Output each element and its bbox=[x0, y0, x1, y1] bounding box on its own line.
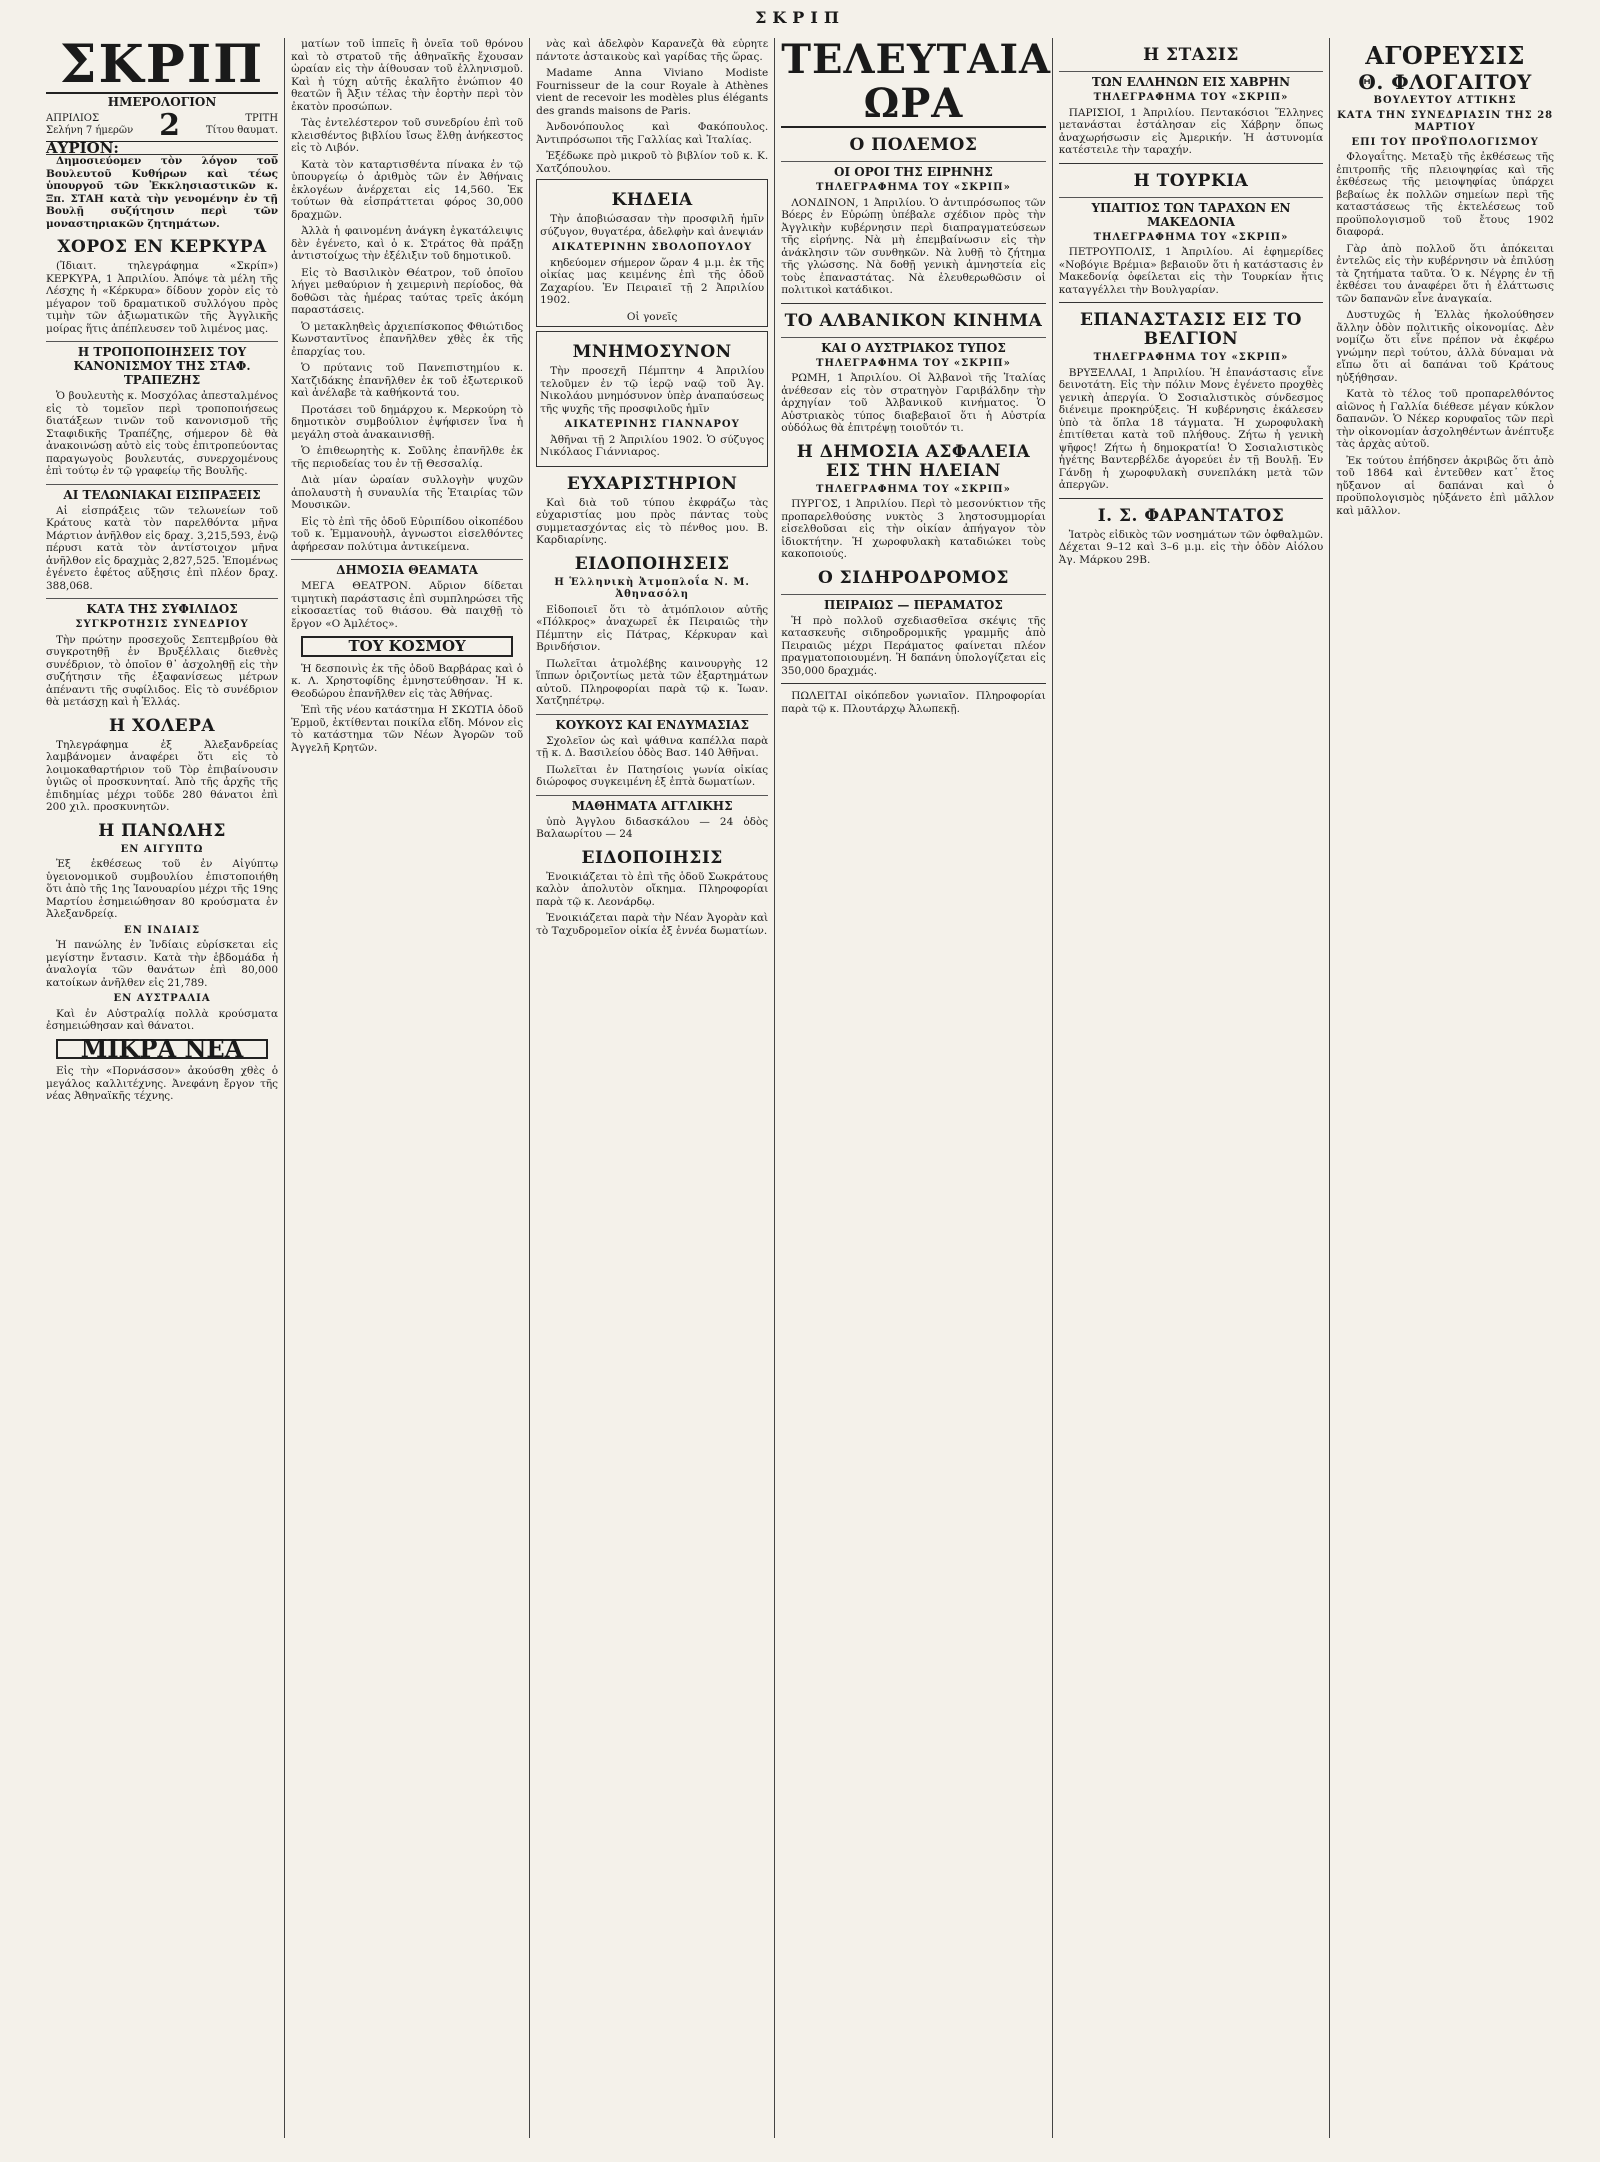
telegraph-albaniko: ΤΗΛΕΓΡΑΦΗΜΑ ΤΟΥ «ΣΚΡΙΠ» bbox=[816, 357, 1011, 369]
heading-asfaleia: Η ΔΗΜΟΣΙΑ ΑΣΦΑΛΕΙΑ ΕΙΣ ΤΗΝ ΗΛΕΙΑΝ bbox=[796, 441, 1031, 481]
text-asfaleia: ΠΥΡΓΟΣ, 1 Ἀπριλίου. Περὶ τὸ μεσονύκτιον τῆς προπαρελθούσης νυκτὸς 3 ληστοσυμμορίαι εἰσελθοῦσαι εἰς τὴν οἰκίαν ἀπήγαγον τὸν ἰδιοκτήτην. Ἡ χωροφυλακὴ καταδιώκει τοὺς κακοποιούς. bbox=[781, 498, 1046, 560]
text-kideia: Τὴν ἀποβιώσασαν τὴν προσφιλῆ ἡμῖν σύζυγον, θυγατέρα, ἀδελφὴν καὶ ἀνεψιάν bbox=[540, 213, 765, 238]
newspaper-page bbox=[40, 8, 1560, 2148]
heading-tropopoiiseis: Η ΤΡΟΠΟΠΟΙΗΣΕΙΣ ΤΟΥ ΚΑΝΟΝΙΣΜΟΥ ΤΗΣ ΣΤΑΦ. ΤΡΑΠΕΖΗΣ bbox=[46, 341, 278, 387]
heading-kideia: ΚΗΔΕΙΑ bbox=[611, 190, 693, 210]
heading-mathimata: ΜΑΘΗΜΑΤΑ ΑΓΓΛΙΚΗΣ bbox=[536, 795, 768, 813]
heading-indiai: ΕΝ ΙΝΔΙΑΙΣ bbox=[124, 924, 201, 936]
heading-syfilis-sub: ΣΥΓΚΡΟΤΗΣΙΣ ΣΥΝΕΔΡΙΟΥ bbox=[75, 619, 249, 630]
heading-epanastasis: ΕΠΑΝΑΣΤΑΣΙΣ ΕΙΣ ΤΟ ΒΕΛΓΙΟΝ bbox=[1079, 310, 1302, 349]
text-koukoi: Σχολεῖον ὡς καὶ ψάθινα καπέλλα παρὰ τῇ κ. Δ. Βασιλείου ὁδὸς Βασ. 140 Ἀθῆναι. bbox=[536, 734, 769, 759]
text-xoros: (Ἰδιαιτ. τηλεγράφημα «Σκρίπ») ΚΕΡΚΥΡΑ, 1 Ἀπριλίου. Ἀπόψε τὰ μέλη τῆς Λέσχης ἡ «Κέρκυρα» δίδουν χορὸν εἰς τὸ μέγαρον τοῦ δραματικοῦ συλλόγου πρὸς τιμὴν τῶν ἀξιωματικῶν τῆς Ἀγγλικῆς μοίρας ἥτις ἀπέπλευσεν τοῦ λιμένος μας. bbox=[46, 260, 279, 335]
text-c3-5: Πωλεῖται ἀτμολέβης καινουργὴς 12 ἵππων ὁριζοντίως μετὰ τῶν ἐξαρτημάτων αὐτοῦ. Πληροφορίαι παρὰ τῷ κ. Ἰωαν. Χατζηπέτρῳ. bbox=[536, 657, 769, 707]
text-xolera: Τηλεγράφημα ἐξ Ἀλεξανδρείας λαμβάνομεν ἀναφέρει ὅτι εἰς τὸ λοιμοκαθαρτήριον τοῦ Τὸρ ἐπιβαίνουσιν ὑγιῶς οἱ προσκυνηταί. Ἀπὸ τῆς ἀρχῆς τῆς ἐπιδημίας μέχρι τοῦδε 280 θάνατοι ἐπὶ 200 χιλ. προσκυνητῶν. bbox=[46, 738, 279, 813]
kideia-sign: Οἱ γονεῖς bbox=[626, 310, 678, 323]
heading-tourkia-sub: ΥΠΑΙΤΙΟΣ ΤΩΝ ΤΑΡΑΧΩΝ ΕΝ ΜΑΚΕΔΟΝΙΑ bbox=[1059, 197, 1324, 229]
heading-kosmou: ΤΟΥ ΚΟΣΜΟΥ bbox=[301, 636, 513, 657]
heading-proypologismos: ΕΠΙ ΤΟΥ ΠΡΟΫΠΟΛΟΓΙΣΜΟΥ bbox=[1351, 136, 1539, 148]
heading-mnimosynon: ΜΝΗΜΟΣΥΝΟΝ bbox=[572, 342, 732, 362]
text-c2-6: Ὁ μετακληθεὶς ἀρχιεπίσκοπος Φθιώτιδος Κωνσταντῖνος ἐπανῆλθεν χθὲς ἐκ τῆς ἐπαρχίας του. bbox=[291, 320, 524, 358]
heading-mikra-nea: ΜΙΚΡΑ ΝΕΑ bbox=[56, 1039, 268, 1060]
telegraph-asfaleia: ΤΗΛΕΓΡΑΦΗΜΑ ΤΟΥ «ΣΚΡΙΠ» bbox=[816, 483, 1011, 495]
heading-albaniko-sub: ΚΑΙ Ο ΑΥΣΤΡΙΑΚΟΣ ΤΥΠΟΣ bbox=[781, 337, 1046, 355]
text-tropopoiiseis: Ὁ βουλευτὴς κ. Μοσχόλας ἀπεσταλμένος εἰς τὸ τομεῖον περὶ τροποποιήσεως διατάξεων τινῶν τοῦ κανονισμοῦ τῆς Σταφιδικῆς Τραπέζης, σήμερον δὲ θὰ ἀνακοινώσῃ αὐτὸ εἰς τοὺς ἐπιτροπεύοντας παραγωγοὺς βουλευτάς, συνερχομένους ἐπὶ τούτῳ ἐν τῷ γραφείῳ τῆς Βουλῆς. bbox=[46, 390, 279, 477]
text-telonia: Αἱ εἰσπράξεις τῶν τελωνείων τοῦ Κράτους κατὰ τὸν παρελθόντα μῆνα Μάρτιον ἀνῆλθον εἰς δραχ. 3,215,593, ἐνῷ πέρυσι κατὰ τὸν ἀντίστοιχον μῆνα ἀνῆλθον εἰς δραχμὰς 2,827,525. Ἐπομένως ἐγένετο ἐφέτος αὔξησις ἐπὶ πλέον δραχ. 388,068. bbox=[46, 504, 279, 592]
heading-telonia: ΑΙ ΤΕΛΩΝΙΑΚΑΙ ΕΙΣΠΡΑΞΕΙΣ bbox=[46, 484, 278, 502]
heading-eidopoiiseis-2: ΕΙΔΟΠΟΙΗΣΙΣ bbox=[581, 847, 723, 868]
box-kideia bbox=[536, 179, 768, 327]
text-c2-2: Τὰς ἐντελέστερον τοῦ συνεδρίου ἐπὶ τοῦ κλεισθέντος βιβλίου ἴσως ἔλθῃ ἀνήκεστος εἰς τὸ Λιβόν. bbox=[291, 117, 524, 154]
text-sidirodromos: Ἡ πρὸ πολλοῦ σχεδιασθεῖσα σκέψις τῆς κατασκευῆς σιδηροδρομικῆς γραμμῆς ἀπὸ Πειραιῶς μέχρι Περάματος φαίνεται πλέον πραγματοποιουμένη. Ἡ δαπάνη ὑπολογίζεται εἰς 350,000 δραχμάς. bbox=[781, 614, 1046, 677]
text-mikra-nea: Εἰς τὴν «Πορνάσσον» ἀκούσθη χθὲς ὁ μεγάλος καλλιτέχνης. Ἀνεφάνη ἔργον τῆς νέας Ἀθηναϊκῆς τέχνης. bbox=[46, 1065, 279, 1102]
date-note-left: Σελήνη 7 ήμερῶν bbox=[46, 125, 134, 136]
text-c2-12: Ἐπὶ τῆς νέου κατάστημα Η ΣΚΩΤΙΑ ὁδοῦ Ἑρμοῦ, ἐκτίθενται ποικίλα εἴδη. Μόνον εἰς τὸ κατάστημα τῶν Νέων Ἀγορῶν τοῦ Ἀγγελῆ Κρητῶν. bbox=[291, 704, 524, 754]
heading-theamata: ΔΗΜΟΣΙΑ ΘΕΑΜΑΤΑ bbox=[291, 559, 523, 577]
column-5 bbox=[1053, 38, 1331, 2138]
text-c2-10: Διὰ μίαν ὡραίαν συλλογὴν ψυχῶν ἀπολαυστὴ ἡ συναυλία τῆς Ἑταιρίας τῶν Μουσικῶν. bbox=[291, 474, 524, 511]
heading-synedriasi: ΚΑΤΑ ΤΗΝ ΣΥΝΕΔΡΙΑΣΙΝ ΤΗΣ 28 ΜΑΡΤΙΟΥ bbox=[1337, 109, 1554, 133]
mnimosynon-name: ΑΙΚΑΤΕΡΙΝΗΣ ΓΙΑΝΝΑΡΟΥ bbox=[564, 419, 740, 430]
heading-stasis-sub: ΤΩΝ ΕΛΛΗΝΩΝ ΕΙΣ ΧΑΒΡΗΝ bbox=[1059, 71, 1324, 89]
column-6 bbox=[1330, 38, 1560, 2138]
text-mnimosynon: Τὴν προσεχῆ Πέμπτην 4 Ἀπριλίου τελοῦμεν ἐν τῷ ἱερῷ ναῷ τοῦ Ἁγ. Νικολάου μνημόσυνον ὑπὲρ ἀναπαύσεως τῆς ψυχῆς τῆς προσφιλοῦς ἡμῖν bbox=[540, 365, 765, 415]
paper-title: ΣΚΡΙΠ bbox=[46, 38, 278, 94]
text-c3-4: Ἐξέδωκε πρὸ μικροῦ τὸ βιβλίον τοῦ κ. Κ. Χατζόπουλου. bbox=[536, 150, 769, 175]
columns bbox=[40, 38, 1560, 2138]
date-number: 2 bbox=[159, 107, 180, 143]
text-c3-7: Ἐνοικιάζεται παρὰ τὴν Νέαν Ἀγορὰν καὶ τὸ Ταχυδρομεῖον οἰκία ἐξ ἐννέα δωματίων. bbox=[536, 912, 769, 937]
atrion-heading: ΑΥΡΙΟΝ: bbox=[46, 142, 278, 156]
divider bbox=[781, 303, 1046, 304]
text-c3-3: Ἀνδονόπουλος καὶ Φακόπουλος. Ἀντιπρόσωποι τῆς Γαλλίας καὶ Ἰταλίας. bbox=[536, 121, 769, 146]
telegraph-stasis: ΤΗΛΕΓΡΑΦΗΜΑ ΤΟΥ «ΣΚΡΙΠ» bbox=[1093, 92, 1289, 103]
divider bbox=[1059, 302, 1324, 303]
telegraph-tourkia: ΤΗΛΕΓΡΑΦΗΜΑ ΤΟΥ «ΣΚΡΙΠ» bbox=[1093, 231, 1289, 243]
column-1 bbox=[40, 38, 285, 2138]
text-c3-2: Madame Anna Viviano Modiste Fournisseur de la cour Royale à Athènes vient de recevoir les modèles plus élégants des grands maisons de Paris. bbox=[536, 67, 769, 117]
text-c2-9: Ὁ ἐπιθεωρητὴς κ. Σοῦλης ἐπανῆλθε ἐκ τῆς περιοδείας του ἐν τῇ Θεσσαλίᾳ. bbox=[291, 445, 524, 470]
text-c6-3: Δυστυχῶς ἡ Ἑλλὰς ἠκολούθησεν ἄλλην ὁδὸν πολιτικῆς οἰκονομίας. Δὲν νομίζω ὅτι εἶνε πρέπον νὰ ἐκφέρω γνώμην περὶ τούτου, ἀλλὰ δύναμαι νὰ εἴπω ὅτι αἱ δαπάναι τοῦ Κράτους ηὐξήθησαν. bbox=[1336, 309, 1554, 384]
column-4 bbox=[775, 38, 1053, 2138]
text-eidopoiiseis-2: Ἐνοικιάζεται τὸ ἐπὶ τῆς ὁδοῦ Σωκράτους καλὸν ἀπολυτὸν οἴκημα. Πληροφορίαι παρὰ τῷ κ. Λεονάρδῳ. bbox=[536, 870, 769, 908]
heading-sidirodromos: Ο ΣΙΔΗΡΟΔΡΟΜΟΣ bbox=[817, 567, 1009, 588]
heading-xoros: ΧΟΡΟΣ ΕΝ ΚΕΡΚΥΡΑ bbox=[57, 237, 267, 257]
heading-albaniko: ΤΟ ΑΛΒΑΝΙΚΟΝ ΚΙΝΗΜΑ bbox=[784, 310, 1043, 331]
text-panolis: Ἐξ ἐκθέσεως τοῦ ἐν Αἰγύπτῳ ὑγειονομικοῦ συμβουλίου ἐπιστοποιήθη ὅτι ἀπὸ τῆς 1ης Ἰανουαρίου μέχρι τῆς 19ης Μαρτίου ἐσημειώθησαν 80 κρούσματα ἐν Ἀλεξανδρείᾳ. bbox=[46, 858, 279, 920]
text-kideia-2: κηδεύομεν σήμερον ὥραν 4 μ.μ. ἐκ τῆς οἰκίας μας κειμένης ἐπὶ τῆς ὁδοῦ Ζαχαρίου. Ἐν Πειραιεῖ τῇ 2 Ἀπριλίου 1902. bbox=[540, 256, 765, 306]
text-epanastasis: ΒΡΥΞΕΛΛΑΙ, 1 Ἀπριλίου. Ἡ ἐπανάστασις εἶνε δεινοτάτη. Εἰς τὴν πόλιν Μονς ἐγένετο προχθὲς γενικὴ ἀπεργία. Ὁ Σοσιαλιστικὸς σύνδεσμος διένειμε προκηρύξεις. Ἡ κυβέρνησις ἐκάλεσεν ὑπὸ τὰ ὅπλα 18 τάγματα. Ἡ χωροφυλακὴ ἐπιτίθεται κατὰ τοῦ πλήθους. Ζήτω ἡ γενικὴ ψῆφος! Ζήτω ἡ δημοκρατία! Ὁ Σοσιαλιστικὸς ἡγέτης Βαντερβέλδε ἀγορεύει ἐν τῇ Βουλῇ. Ἐν Γάνδῃ ἡ χωροφυλακὴ συνεπλάκη μετὰ τῶν ἀπεργῶν. bbox=[1058, 366, 1324, 491]
text-c6-5: Ἐκ τούτου ἐπήδησεν ἀκριβῶς ὅτι ἀπὸ τοῦ 1864 καὶ ἐντεῦθεν κατ᾽ ἔτος ηὔξανον αἱ δαπάναι καὶ ὁ προϋπολογισμὸς ηὐξάνετο ἐπὶ μᾶλλον καὶ μᾶλλον. bbox=[1336, 454, 1554, 517]
date-note-right: Τίτου θαυματ. bbox=[205, 125, 279, 136]
date-weekday: ΤΡΙΤΗ bbox=[245, 112, 279, 124]
text-c2-11: Εἰς τὸ ἐπὶ τῆς ὁδοῦ Εὐριπίδου οἰκοπέδου τοῦ κ. Ἐμμανουὴλ, ἀγνωστοι εἰσελθόντες ἀφήρεσαν πολύτιμα ἀντικείμενα. bbox=[291, 515, 524, 553]
text-c2-1: ματίων τοῦ ἱππεῖς ἢ ὀνεῖα τοῦ θρόνου καὶ τὸ στρατοῦ τῆς ἀθηναϊκῆς ἔχουσαν ὡραίαν εἰς τὴν ἀίθουσαν τοῦ ἐλληνισμοῦ. Καὶ ἡ τύχη αὐτῆς ἐκαλῆτο ἐνώπιον 40 θεατῶν ἢ Ἀξιν τέλας τὴν ἑορτὴν περὶ τὸν ἐκατὸν προσώπων. bbox=[291, 38, 524, 113]
text-syfilis: Τὴν πρώτην προσεχοῦς Σεπτεμβρίου θὰ συγκροτηθῇ ἐν Βρυξέλλαις διεθνὲς συνέδριον, τὸ ὁποῖον θ᾽ ἀσχοληθῇ εἰς τὴν συζήτησιν τῆς ἐξαφανίσεως μέτρων ἀπέναντι τῆς συφίλιδος. Εἰς τὸ συνέδριον θὰ μετάσχῃ καὶ ἡ Ἑλλάς. bbox=[46, 633, 279, 708]
heading-agoreysis: ΑΓΟΡΕΥΣΙΣ bbox=[1365, 41, 1525, 70]
telegraph-epanastasis: ΤΗΛΕΓΡΑΦΗΜΑ ΤΟΥ «ΣΚΡΙΠ» bbox=[1093, 352, 1289, 363]
paper-subtitle: ΗΜΕΡΟΛΟΓΙΟΝ bbox=[107, 95, 217, 109]
eidopoiiseis-title: Η Ἑλληνικὴ Ἀτμοπλοΐα Ν. Μ. Ἀθηνασόλη bbox=[554, 576, 750, 600]
heading-role: ΒΟΥΛΕΥΤΟΥ ΑΤΤΙΚΗΣ bbox=[1373, 95, 1517, 106]
top-strip: ΣΚΡΙΠ bbox=[755, 8, 845, 27]
text-mnimosynon-2: Ἀθῆναι τῇ 2 Ἀπριλίου 1902. Ὁ σύζυγος Νικόλαος Γιάννιαρος. bbox=[540, 433, 765, 458]
text-indiai: Ἡ πανώλης ἐν Ἰνδίαις εὑρίσκεται εἰς μεγίστην ἔντασιν. Κατὰ τὴν ἑβδομάδα ἡ ἀναλογία τῶν θανάτων ἐπὶ 80,000 κατοίκων ἀνῆλθεν εἰς 21,789. bbox=[46, 939, 279, 989]
text-c3-6: Πωλεῖται ἐν Πατησίοις γωνία οἰκίας διώροφος συγκειμένη ἐξ ἐπτὰ δωματίων. bbox=[536, 763, 769, 788]
column-3 bbox=[530, 38, 775, 2138]
text-c6-1: Φλογαΐτης. Μεταξὺ τῆς ἐκθέσεως τῆς ἐπιτροπῆς τῆς πλειοψηφίας καὶ τῆς ἐκθέσεως τῆς μειοψηφίας ὑπάρχει βεβαίως ἐκ πολλῶν σημείων περὶ τῆς καταστάσεως τῆς ἐκτελέσεως τοῦ προϋπολογισμοῦ τοῦ ἔτους 1902 διαφορά. bbox=[1336, 151, 1554, 238]
text-c2-4: Ἀλλὰ ἡ φαινομένη ἀνάγκη ἐγκατάλειψις δὲν ἐγένετο, καὶ ὁ κ. Στράτος θὰ πράξῃ ἀντιστοίχως τὴν ἐξέλιξιν τοῦ δημοτικοῦ. bbox=[291, 225, 524, 262]
heading-polemos-sub: ΟΙ ΟΡΟΙ ΤΗΣ ΕΙΡΗΝΗΣ bbox=[781, 161, 1046, 179]
divider bbox=[1059, 498, 1324, 499]
text-c2-8: Προτάσει τοῦ δημάρχου κ. Μερκούρη τὸ δημοτικὸν συμβούλιον ἐψήφισεν ἵνα ἡ μεγάλη στοὰ ἀνακαινισθῇ. bbox=[291, 403, 524, 441]
divider bbox=[781, 683, 1046, 684]
heading-panolis-sub: ΕΝ ΑΙΓΥΠΤΩ bbox=[120, 843, 204, 855]
heading-stasis: Η ΣΤΑΣΙΣ bbox=[1143, 45, 1239, 65]
text-farantatos: Ἰατρὸς εἰδικὸς τῶν νοσημάτων τῶν ὀφθαλμῶν. Δέχεται 9–12 καὶ 3–6 μ.μ. εἰς τὴν ὁδὸν Αἰόλου Ἁγ. Μάρκου 29Β. bbox=[1058, 528, 1324, 566]
text-theamata: ΜΕΓΑ ΘΕΑΤΡΟΝ. Αὔριον δίδεται τιμητικὴ παράστασις ἐπὶ συμπληρώσει τῆς εἰκοσαετίας τοῦ θιάσου. Θὰ παιχθῇ τὸ ἔργον «Ο Ἀμλέτος». bbox=[291, 580, 524, 630]
date-month: ΑΠΡΙΛΙΟΣ bbox=[46, 112, 100, 124]
heading-syfilis: ΚΑΤΑ ΤΗΣ ΣΥΦΙΛΙΔΟΣ bbox=[46, 598, 278, 616]
text-c2-3: Κατὰ τὸν καταρτισθέντα πίνακα ἐν τῷ ὑπουργείῳ ὁ ἀριθμὸς τῶν ἐν Ἀθήναις ἐκλογέων ἀνέρχεται εἰς 14,560. Ἐκ τούτων θὰ εἰσπράττεται φόρος 30,000 δραχμῶν. bbox=[291, 158, 524, 221]
box-mnimosynon bbox=[536, 331, 768, 467]
telegraph-polemos: ΤΗΛΕΓΡΑΦΗΜΑ ΤΟΥ «ΣΚΡΙΠ» bbox=[816, 182, 1011, 193]
text-eidopoiiseis: Εἰδοποιεῖ ὅτι τὸ ἀτμόπλοιον αὐτῆς «Πόλκρος» ἀναχωρεῖ ἐκ Πειραιῶς τὴν Πέμπτην εἰς Πάτρας, Κέρκυραν καὶ Βρινδήσιον. bbox=[536, 603, 769, 653]
heading-eyxaristirion: ΕΥΧΑΡΙΣΤΗΡΙΟΝ bbox=[566, 473, 738, 494]
column-2 bbox=[285, 38, 530, 2138]
dateline bbox=[46, 107, 279, 143]
text-tourkia: ΠΕΤΡΟΥΠΟΛΙΣ, 1 Ἀπριλίου. Αἱ ἐφημερίδες «Νοβόγιε Βρέμια» βεβαιοῦν ὅτι ἡ κατάστασις ἐν Μακεδονίᾳ ὀφείλεται εἰς τὴν Τουρκίαν ἥτις καταγγέλλει τὴν Βουλγαρίαν. bbox=[1058, 246, 1324, 296]
heading-koukoi: ΚΟΥΚΟΥΣ ΚΑΙ ΕΝΔΥΜΑΣΙΑΣ bbox=[536, 714, 768, 732]
text-kosmou: Ἡ δεσποινὶς ἐκ τῆς ὁδοῦ Βαρβάρας καὶ ὁ κ. Λ. Χρηστοφίδης ἐμνηστεύθησαν. Ἡ κ. Θεοδώρου ἐπανῆλθεν εἰς τὰς Ἀθήνας. bbox=[291, 662, 524, 700]
text-australia: Καὶ ἐν Αὐστραλίᾳ πολλὰ κρούσματα ἐσημειώθησαν καὶ θάνατοι. bbox=[46, 1007, 279, 1032]
footer-ad: ΠΩΛΕΙΤΑΙ οἰκόπεδον γωνιαῖον. Πληροφορίαι παρὰ τῷ κ. Πλουτάρχῳ Ἀλωπεκῇ. bbox=[781, 690, 1046, 715]
text-c6-4: Κατὰ τὸ τέλος τοῦ προπαρελθόντος αἰῶνος ἡ Γαλλία διέθεσε μέγαν κύκλον δαπανῶν. Ὁ Νέκερ κορυφαῖος τῶν περὶ τὴν οἰκονομίαν ἀσχοληθέντων ἀνέπτυξε τὰς ἀρχὰς αὐτοῦ. bbox=[1336, 388, 1554, 450]
heading-farantatos: Ι. Σ. ΦΑΡΑΝΤΑΤΟΣ bbox=[1097, 505, 1285, 526]
heading-teleytaia-ora: ΤΕΛΕΥΤΑΙΑ ΩΡΑ bbox=[781, 38, 1052, 127]
atrion-text: Δημοσιεύομεν τὸν λόγον τοῦ Βουλευτοῦ Κυθήρων καὶ τέως ὑπουργοῦ τῶν Ἐκκλησιαστικῶν κ. Ξπ. ΣΤΑΗ κατὰ τὴν γενομένην ἐν τῇ Βουλῇ συζήτησιν περὶ τῶν μοναστηριακῶν ζητημάτων. bbox=[46, 155, 279, 230]
text-stasis: ΠΑΡΙΣΙΟΙ, 1 Ἀπριλίου. Πεντακόσιοι Ἕλληνες μετανάσται ἐστάλησαν εἰς Χάβρην ὅπως ἀναχωρήσωσιν εἰς Ἀμερικήν. Ἡ ἀστυνομία κατέστειλε τὴν ταραχήν. bbox=[1058, 106, 1324, 156]
text-c3-1: νὰς καὶ ἀδελφὸν Καρανεζὰ θὰ εὑρητε πάντοτε ἀσταικοὺς καὶ γαρίδας τῆς ὥρας. bbox=[536, 38, 769, 63]
text-albaniko: ΡΩΜΗ, 1 Ἀπριλίου. Οἱ Ἀλβανοὶ τῆς Ἰταλίας ἀνέθεσαν εἰς τὸν στρατηγὸν Γαριβάλδην τὴν ἀρχηγίαν τοῦ Ἀλβανικοῦ κινήματος. Ὁ Αὐστριακὸς τύπος διαβεβαιοῖ ὅτι ἡ Αὐστρία οὐδόλως θὰ ἐπιτρέψῃ τοιοῦτόν τι. bbox=[781, 372, 1046, 434]
heading-australia: ΕΝ ΑΥΣΤΡΑΛΙΑ bbox=[113, 993, 211, 1004]
text-c2-5: Εἰς τὸ Βασιλικὸν Θέατρον, τοῦ ὁποῖου λήγει μεθαύριον ἡ χειμερινὴ περίοδος, θὰ δοθῶσι τὰς ἡμέρας ταύτας τρεῖς ἀκόμη παραστάσεις. bbox=[291, 266, 524, 316]
text-c2-7: Ὁ πρύτανις τοῦ Πανεπιστημίου κ. Χατζιδάκης ἐπανῆλθεν ἐκ τοῦ ἐξωτερικοῦ καὶ ἀνέλαβε τὰ καθήκοντά του. bbox=[291, 362, 524, 399]
heading-eidopoiiseis: ΕΙΔΟΠΟΙΗΣΕΙΣ bbox=[574, 553, 730, 574]
kideia-name: ΑΙΚΑΤΕΡΙΝΗΝ ΣΒΟΛΟΠΟΥΛΟΥ bbox=[552, 242, 753, 253]
heading-tourkia: Η ΤΟΥΡΚΙΑ bbox=[1133, 170, 1249, 191]
text-c6-2: Γὰρ ἀπὸ πολλοῦ ὅτι ἀπόκειται ἐντελῶς εἰς τὴν κυβέρνησιν νὰ ἐπιλύσῃ τὰ ζητήματα ταῦτα. Ὁ κ. Νέγρης ἐν τῇ ἐκθέσει του ἀναφέρει ὅτι ἡ ἐλάττωσις τῶν δαπανῶν εἶνε ἀναγκαία. bbox=[1336, 242, 1554, 305]
text-mathimata: ὑπὸ Ἀγγλου διδασκάλου — 24 ὁδὸς Βαλαωρίτου — 24 bbox=[536, 815, 769, 840]
heading-sidirodromos-sub: ΠΕΙΡΑΙΩΣ — ΠΕΡΑΜΑΤΟΣ bbox=[781, 594, 1046, 612]
heading-polemos: Ο ΠΟΛΕΜΟΣ bbox=[849, 135, 978, 155]
heading-xolera: Η ΧΟΛΕΡΑ bbox=[108, 715, 216, 736]
heading-panolis: Η ΠΑΝΩΛΗΣ bbox=[98, 820, 226, 841]
text-eyxaristirion: Καὶ διὰ τοῦ τύπου ἐκφράζω τὰς εὐχαριστίας μου πρὸς πάντας τοὺς συμμετασχόντας εἰς τὸ πένθος μου. Β. Καρδιαρίνης. bbox=[536, 496, 769, 546]
divider bbox=[1059, 163, 1324, 164]
text-polemos: ΛΟΝΔΙΝΟΝ, 1 Ἀπριλίου. Ὁ ἀντιπρόσωπος τῶν Βόερς ἐν Εὐρώπῃ ὑπέβαλε σχέδιον πρὸς τὴν Ἀγγλικὴν κυβέρνησιν περὶ διαπραγματεύσεων τῆς εἰρήνης. Νὰ μὴ ἐπεμβαίνωσιν εἰς τὴν ἀνάκλησιν τῶν συνθηκῶν. Νὰ λυθῇ τὸ ζήτημα τῆς γλώσσης. Νὰ δοθῇ γενικὴ ἀμνηστεία εἰς τοὺς ἐπαναστάτας. Νὰ ἐλευθερωθῶσιν οἱ πολιτικοὶ κατάδικοι. bbox=[781, 196, 1046, 296]
heading-flogaitou: Θ. ΦΛΟΓΑΙΤΟΥ bbox=[1358, 70, 1532, 94]
